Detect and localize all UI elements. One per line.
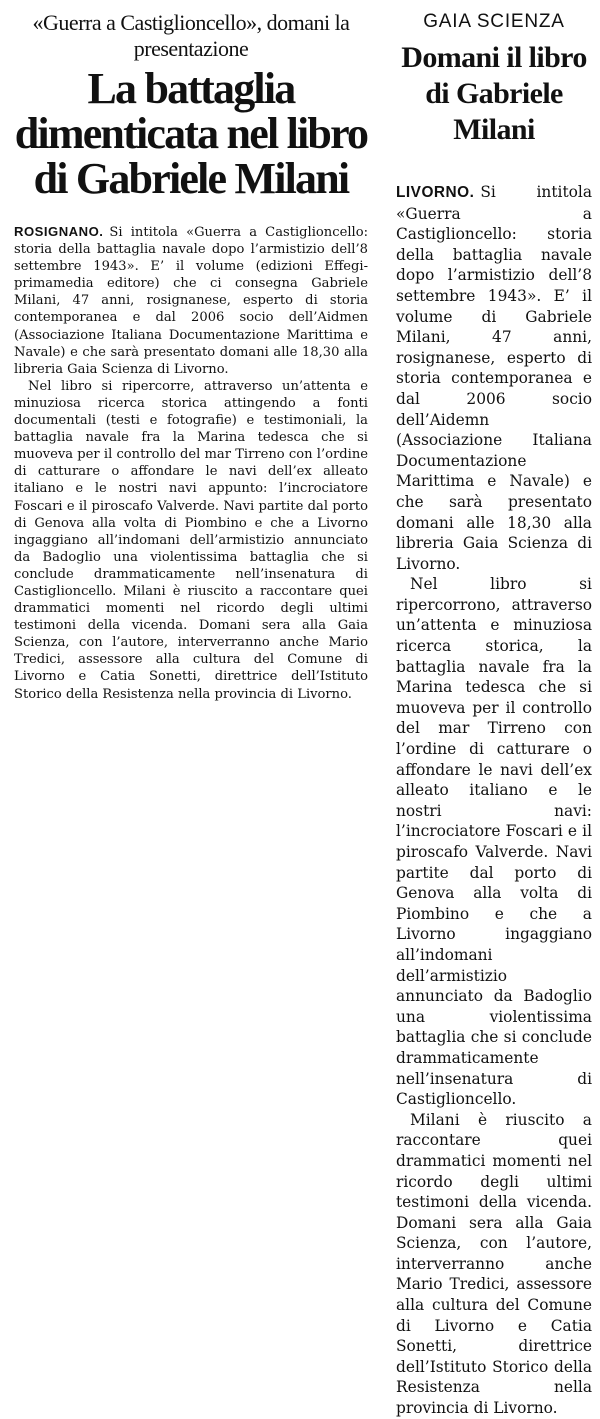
right-article-paragraph-3: Milani è riuscito a raccontare quei drammatici momenti nel ricordo degli ultimi testimoni della vicenda. Domani sera alla Gaia Scienza, con l’autore, interverranno anche Mario Tredici, assessore alla cultura del Comune di Livorno e Catia Sonetti, direttrice dell’Istituto Storico della Resistenza nella provincia di Livorno. [396, 1110, 592, 1418]
left-article-body [14, 223, 368, 703]
left-article-title: La battaglia dimenticata nel libro di Gabriele Milani [14, 64, 368, 203]
right-article-paragraph-2: Nel libro si ripercorrono, attraverso un’attenta e minuziosa ricerca storica, la battaglia navale fra la Marina tedesca che si muoveva per il controllo del mar Tirreno con l’ordine di catturare o affondare le navi dell’ex alleato italiano e le nostri navi: l’incrociatore Foscari e il piroscafo Valverde. Navi partite dal porto di Genova alla volta di Piombino e che a Livorno ingaggiano all’indomani dell’armistizio annunciato da Badoglio una violentissima battaglia che si conclude drammaticamente nell’insenatura di Castiglioncello. [396, 575, 592, 1109]
left-article-paragraph-1 [14, 223, 368, 378]
right-article-paragraph-1 [396, 182, 592, 574]
left-article-paragraph-2: Nel libro si ripercorre, attraverso un’attenta e minuziosa ricerca storica attingendo a fonti documentali (testi e fotografie) e testimoniali, la battaglia navale fra la Marina tedesca che si muoveva per il controllo del mar Tirreno con l’ordine di catturare o affondare le navi dell’ex alleato italiano e le nostri navi appunto: l’incrociatore Foscari e il piroscafo Valverde. Navi partite dal porto di Genova alla volta di Piombino e che a Livorno ingaggiano all’indomani dell’armistizio annunciato da Badoglio una violentissima battaglia che si conclude drammaticamente nell’insenatura di Castiglioncello. Milani è riuscito a raccontare quei drammatici momenti nel ricordo degli ultimi testimoni della vicenda. Domani sera alla Gaia Scienza, con l’autore, interverranno anche Mario Tredici, assessore alla cultura del Comune di Livorno e Catia Sonetti, direttrice dell’Istituto Storico della Resistenza nella provincia di Livorno. [14, 378, 368, 702]
right-article-body [396, 182, 592, 1419]
left-article [14, 10, 368, 703]
right-article-kicker: GAIA SCIENZA [423, 11, 565, 32]
left-article-paragraph-1-text: Si intitola «Guerra a Castiglioncello: storia della battaglia navale dopo l’armistizio dell’8 settembre 1943». E’ il volume (edizioni Effegi-primamedia editore) che ci consegna Gabriele Milani, 47 anni, rosignanese, esperto di storia contemporanea e dal 2006 socio dell’Aidmen (Associazione Italiana Documentazione Marittima e Navale) e che sarà presentato domani alle 18,30 alla libreria Gaia Scienza di Livorno. [14, 225, 368, 377]
left-article-dateline: ROSIGNANO. [14, 224, 104, 239]
right-article-paragraph-1-text: Si intitola «Guerra a Castiglioncello: storia della battaglia navale dopo l’armistizio dell’8 settembre 1943». E’ il volume di Gabriele Milani, 47 anni, rosignanese, esperto di storia contemporanea e dal 2006 socio dell’Aidemn (Associazione Italiana Documentazione Marittima e Navale) e che sarà presentato domani alle 18,30 alla libreria Gaia Scienza di Livorno. [396, 183, 592, 573]
right-article-dateline: LIVORNO. [396, 184, 475, 201]
right-article-title: Domani il libro di Gabriele Milani [401, 41, 587, 146]
right-article [396, 10, 592, 1419]
left-article-kicker: «Guerra a Castiglioncello», domani la presentazione [32, 10, 350, 61]
